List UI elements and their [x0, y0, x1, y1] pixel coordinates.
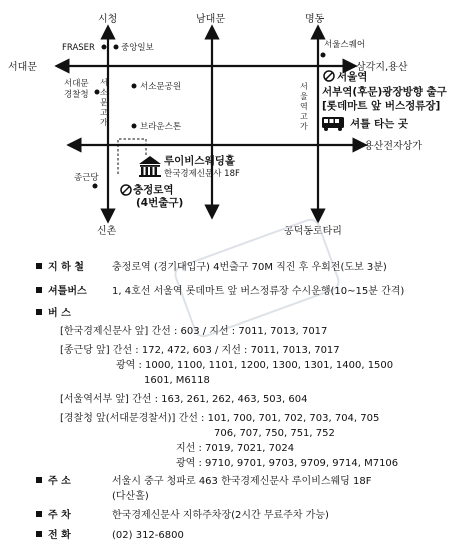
bus-row — [36, 306, 71, 321]
chungjeongno-line1: 충정로역 — [133, 184, 174, 196]
label-sinchon: 신촌 — [97, 226, 117, 237]
label-namdaemun: 남대문 — [196, 14, 225, 25]
bullet-icon — [36, 511, 42, 517]
building-name: 루이비스웨딩홀 — [164, 155, 236, 167]
shuttle-text: 1, 4호선 서울역 롯데마트 앞 버스정류장 수시운행(10~15분 간격) — [112, 286, 405, 297]
label-brownstone: 브라운스톤 — [140, 122, 182, 132]
road-left-char-3: 문 — [100, 98, 108, 107]
bus-line-5: [서울역서부 앞] 간선 : 163, 261, 262, 463, 503, 604 — [60, 394, 308, 405]
label-samgakji: 삼각지,용산 — [356, 62, 408, 73]
road-right-char-1: 서 — [300, 82, 308, 91]
label-seodaemun: 서대문 — [8, 62, 37, 73]
bullet-icon — [36, 531, 42, 537]
label-fraser: FRASER — [62, 43, 95, 53]
label-gongdeok: 공덕동로타리 — [284, 226, 342, 237]
bus-key: 버 스 — [48, 308, 71, 319]
wedding-hall-icon — [139, 156, 161, 177]
brownstone-dot — [132, 124, 137, 129]
police-dot — [95, 90, 100, 95]
bus-line-4: 1601, M6118 — [144, 375, 210, 386]
subway-icon — [121, 185, 131, 195]
bus-line-2: [종근당 앞] 간선 : 172, 472, 603 / 지선 : 7011, 7013, 7017 — [60, 345, 340, 356]
address-key: 주 소 — [48, 476, 71, 487]
subway-icon-seoul — [324, 71, 334, 81]
chungjeongno-line2: (4번출구) — [136, 197, 184, 209]
road-right-char-2: 울 — [300, 92, 308, 101]
road-right-char-4: 고 — [300, 112, 308, 121]
label-seoul-square: 서울스퀘어 — [324, 40, 366, 50]
joongang-dot — [114, 45, 119, 50]
seoul-station-name: 서울역 — [337, 71, 368, 83]
label-sicheong: 시청 — [98, 14, 118, 25]
seoul-station-lotte: [롯데마트 앞 버스정류장] — [322, 100, 441, 112]
subway-row — [36, 260, 387, 275]
seosomun-dot — [132, 84, 137, 89]
bus-line-8: 지선 : 7019, 7021, 7024 — [176, 443, 295, 454]
label-seosomun: 서소문공원 — [140, 82, 182, 92]
road-left-char-5: 가 — [100, 118, 108, 127]
phone-row — [36, 528, 184, 543]
bullet-icon — [36, 309, 42, 315]
address-text-2: (다산홀) — [112, 491, 149, 502]
building-sub: 한국경제신문사 18F — [164, 169, 240, 179]
bus-line-9: 광역 : 9710, 9701, 9703, 9709, 9714, M7106 — [176, 458, 399, 469]
address-text: 서울시 중구 청파로 463 한국경제신문사 루이비스웨딩 18F — [112, 476, 372, 487]
bus-line-6: [경찰청 앞(서대문경찰서)] 간선 : 101, 700, 701, 702, 703, 704, 705 — [60, 413, 380, 424]
road-left-char-2: 소 — [100, 88, 108, 97]
road-right-char-5: 가 — [300, 122, 308, 131]
subway-text: 충정로역 (경기대입구) 4번출구 70M 직진 후 우회전(도보 3분) — [112, 262, 387, 273]
parking-row — [36, 508, 329, 523]
bus-line-7: 706, 707, 750, 751, 752 — [214, 428, 335, 439]
bus-line-1: [한국경제신문사 앞] 간선 : 603 / 지선 : 7011, 7013, 7017 — [60, 326, 328, 337]
road-left-char-1: 서 — [100, 78, 108, 87]
shuttle-row — [36, 284, 404, 299]
shuttle-key: 셔틀버스 — [48, 286, 87, 297]
address-row — [36, 474, 372, 489]
shuttle-stop-label: 셔틀 타는 곳 — [350, 118, 409, 130]
bus-line-3: 광역 : 1000, 1100, 1101, 1200, 1300, 1301, 1400, 1500 — [116, 360, 394, 371]
bus-icon — [322, 117, 344, 131]
jongeundang-dot — [93, 184, 98, 189]
label-police-2: 경찰청 — [64, 90, 89, 100]
subway-key: 지 하 철 — [48, 262, 84, 273]
label-yongsan-elec: 용산전자상가 — [364, 141, 422, 152]
phone-text: (02) 312-6800 — [112, 530, 184, 541]
road-right-char-3: 역 — [300, 102, 308, 111]
road-left-char-4: 고 — [100, 108, 108, 117]
label-police-1: 서대문 — [64, 79, 89, 89]
parking-key: 주 차 — [48, 510, 71, 521]
phone-key: 전 화 — [48, 530, 71, 541]
label-jongeundang: 종근당 — [74, 173, 99, 183]
bullet-icon — [36, 263, 42, 269]
bullet-icon — [36, 477, 42, 483]
fraser-dot — [102, 45, 107, 50]
bullet-icon — [36, 287, 42, 293]
parking-text: 한국경제신문사 지하주차장(2시간 무료주차 가능) — [112, 510, 329, 521]
label-joongang: 중앙일보 — [121, 43, 154, 53]
location-map — [0, 0, 456, 252]
seoul-square-dot — [321, 53, 326, 58]
label-myeongdong: 명동 — [305, 14, 325, 25]
seoul-station-exit: 서부역(후문)광장방향 출구 — [322, 86, 447, 98]
